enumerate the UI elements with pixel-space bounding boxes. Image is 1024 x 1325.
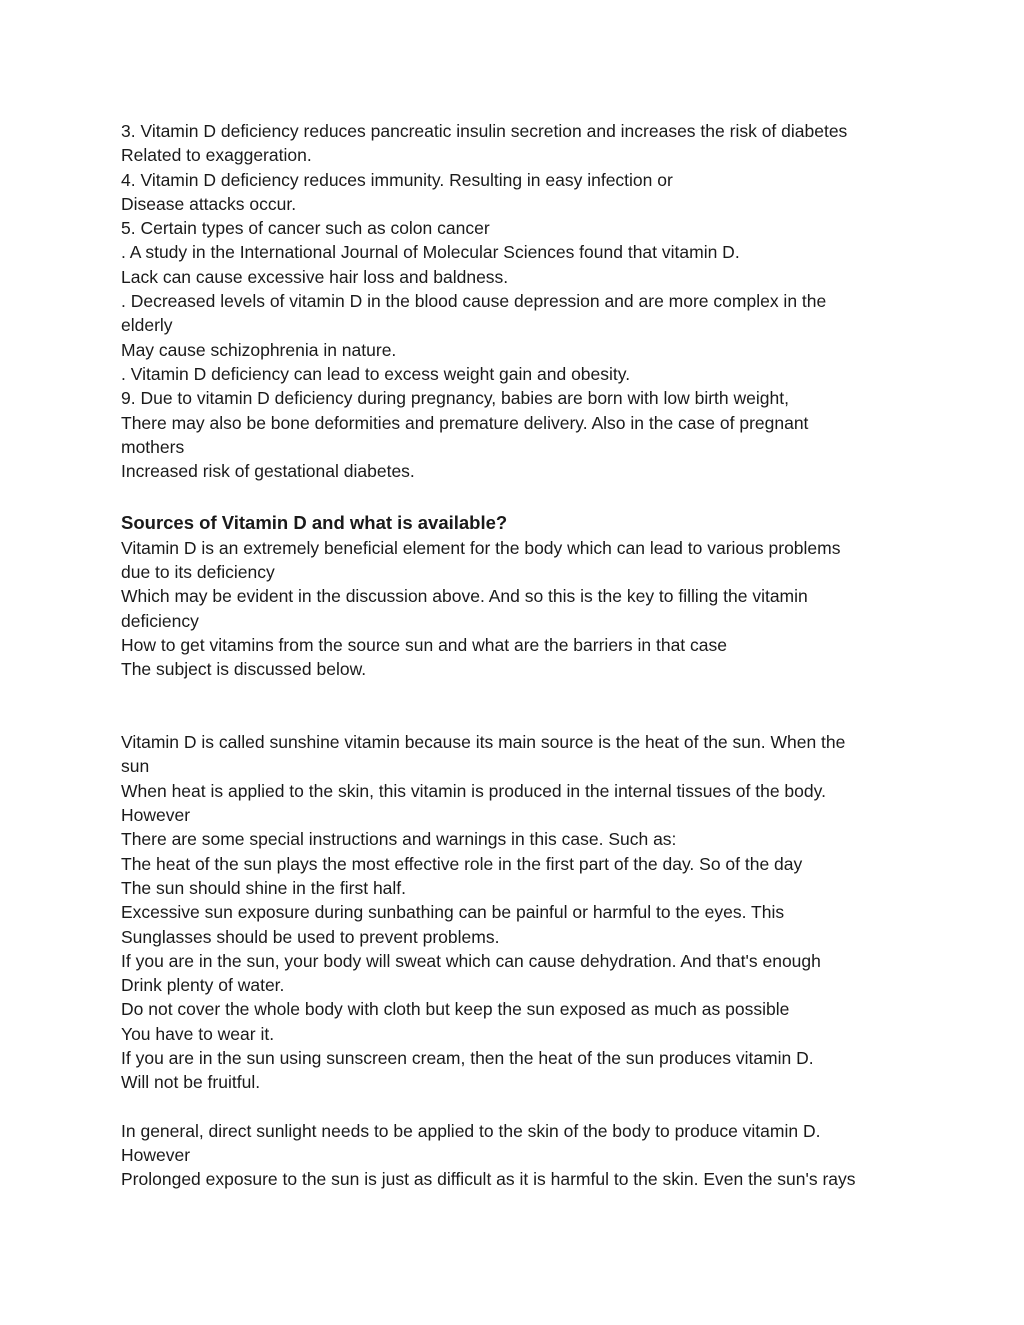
text-line: Increased risk of gestational diabetes.	[121, 461, 415, 482]
text-line: 5. Certain types of cancer such as colon cancer	[121, 218, 490, 239]
text-line: Prolonged exposure to the sun is just as difficult as it is harmful to the skin. Even the sun's rays	[121, 1169, 856, 1190]
text-line: mothers	[121, 436, 185, 457]
text-line: . Decreased levels of vitamin D in the blood cause depression and are more complex in the	[121, 291, 827, 312]
text-line: 4. Vitamin D deficiency reduces immunity. Resulting in easy infection or	[121, 169, 673, 190]
paragraph-deficiency-effects	[121, 119, 911, 483]
text-line: Vitamin D is called sunshine vitamin because its main source is the heat of the sun. When the	[121, 732, 846, 753]
text-line: However	[121, 805, 191, 826]
paragraph-sources-intro	[121, 536, 911, 682]
text-line: There are some special instructions and warnings in this case. Such as:	[121, 829, 677, 850]
text-line: Do not cover the whole body with cloth but keep the sun exposed as much as possible	[121, 999, 790, 1020]
text-line: 3. Vitamin D deficiency reduces pancreatic insulin secretion and increases the risk of diabetes	[121, 121, 848, 141]
text-line: Excessive sun exposure during sunbathing can be painful or harmful to the eyes. This	[121, 902, 785, 923]
text-line: Will not be fruitful.	[121, 1072, 261, 1093]
text-line: deficiency	[121, 610, 199, 631]
paragraph-direct-sunlight	[121, 1119, 911, 1192]
text-line: How to get vitamins from the source sun and what are the barriers in that case	[121, 634, 727, 655]
paragraph-spacer	[121, 1095, 911, 1119]
text-line: elderly	[121, 315, 173, 336]
text-line: The heat of the sun plays the most effective role in the first part of the day. So of the day	[121, 853, 803, 874]
text-line: The sun should shine in the first half.	[121, 877, 407, 898]
text-line: When heat is applied to the skin, this vitamin is produced in the internal tissues of the body.	[121, 780, 826, 801]
text-line: . Vitamin D deficiency can lead to excess weight gain and obesity.	[121, 363, 631, 384]
text-line: Sunglasses should be used to prevent problems.	[121, 926, 500, 947]
document-page	[121, 119, 911, 1192]
paragraph-sunshine-vitamin	[121, 730, 911, 1094]
text-line: Drink plenty of water.	[121, 975, 285, 996]
text-line: 9. Due to vitamin D deficiency during pregnancy, babies are born with low birth weight,	[121, 388, 789, 409]
text-line: If you are in the sun, your body will sweat which can cause dehydration. And that's enough	[121, 950, 821, 971]
text-line: The subject is discussed below.	[121, 659, 367, 680]
paragraph-spacer	[121, 483, 911, 507]
text-line: May cause schizophrenia in nature.	[121, 339, 397, 360]
text-line: Which may be evident in the discussion above. And so this is the key to filling the vitamin	[121, 586, 808, 607]
text-line: . A study in the International Journal of Molecular Sciences found that vitamin D.	[121, 242, 740, 263]
text-line: Related to exaggeration.	[121, 145, 312, 166]
text-line: There may also be bone deformities and premature delivery. Also in the case of pregnant	[121, 412, 809, 433]
text-line: due to its deficiency	[121, 562, 275, 583]
text-line: You have to wear it.	[121, 1023, 275, 1044]
text-line: Disease attacks occur.	[121, 193, 297, 214]
paragraph-spacer	[121, 706, 911, 730]
text-line: If you are in the sun using sunscreen cream, then the heat of the sun produces vitamin D.	[121, 1047, 814, 1068]
section-heading: Sources of Vitamin D and what is available?	[121, 511, 508, 533]
paragraph-spacer	[121, 682, 911, 706]
text-line: However	[121, 1145, 191, 1166]
text-line: sun	[121, 756, 150, 777]
text-line: Lack can cause excessive hair loss and baldness.	[121, 266, 509, 287]
text-line: In general, direct sunlight needs to be applied to the skin of the body to produce vitamin D.	[121, 1120, 821, 1141]
text-line: Vitamin D is an extremely beneficial element for the body which can lead to various problems	[121, 537, 841, 558]
